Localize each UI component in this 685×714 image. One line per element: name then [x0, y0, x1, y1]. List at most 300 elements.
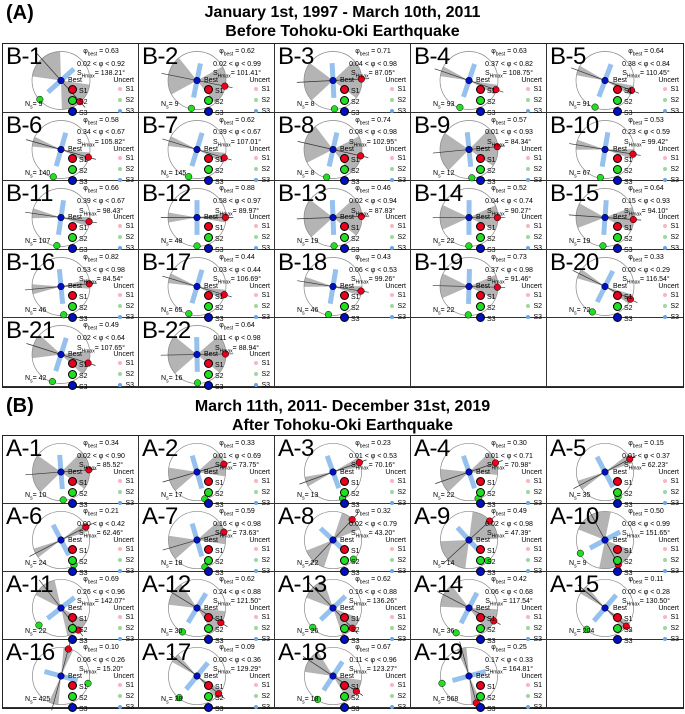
- cell-id: B-2: [142, 44, 178, 70]
- phi-max: 0.67: [247, 129, 261, 136]
- phi-best: 0.44: [241, 254, 255, 261]
- stats: $\varphi_{best} = 0.52$ 0.04 < φ < 0.74 $S_{Hmax}= 90.27^\circ$: [476, 184, 542, 219]
- phi-min: 0.00: [622, 589, 636, 596]
- phi-min: 0.04: [349, 61, 363, 68]
- shmax: 15.20°: [103, 666, 123, 673]
- phi-max: 0.59: [656, 129, 670, 136]
- phi-best: 0.33: [650, 254, 664, 261]
- phi-max: 0.33: [519, 657, 533, 664]
- stereonet-cell: [411, 250, 547, 319]
- legend: Best Uncert S1 S1 S2 S2 S3 S3: [68, 604, 134, 646]
- legend: Best Uncert S1 S1 S2 S2 S3 S3: [476, 282, 542, 324]
- stats: $\varphi_{best} = 0.66$ 0.39 < φ < 0.67 $S_{Hmax}= 98.43^\circ$: [68, 184, 134, 219]
- panel-a-label: (A): [6, 2, 34, 25]
- ns-count: $N_s= 9$: [569, 560, 587, 569]
- phi-min: 0.53: [77, 267, 91, 274]
- ns-count: $N_s= 204$: [569, 628, 594, 637]
- stereonet-cell: [3, 436, 139, 504]
- phi-min: 0.16: [213, 521, 227, 528]
- ns-count: $N_s= 12$: [433, 170, 454, 179]
- stats: $\varphi_{best} = 0.34$ 0.02 < φ < 0.90 $S_{Hmax}= 85.52^\circ$: [68, 439, 134, 474]
- stereonet-cell: [3, 44, 139, 113]
- phi-max: 0.97: [247, 198, 261, 205]
- shmax: 117.54°: [509, 598, 533, 605]
- stats: $\varphi_{best} = 0.82$ 0.53 < φ < 0.98 $S_{Hmax}= 84.54^\circ$: [68, 253, 134, 288]
- shmax: 136.26°: [373, 598, 397, 605]
- legend: Best Uncert S1 S1 S2 S2 S3 S3: [340, 282, 406, 324]
- phi-min: 0.04: [485, 198, 499, 205]
- phi-max: 0.99: [247, 61, 261, 68]
- ns-count: $N_s= 10$: [25, 492, 46, 501]
- stereonet-cell: [139, 44, 275, 113]
- phi-best: 0.10: [105, 644, 119, 651]
- phi-min: 0.01: [622, 453, 636, 460]
- cell-id: A-13: [278, 572, 327, 598]
- cell-id: A-17: [142, 640, 191, 666]
- stereonet-cell: [411, 181, 547, 250]
- phi-best: 0.34: [105, 440, 119, 447]
- stats: $\varphi_{best} = 0.32$ 0.02 < φ < 0.79 $S_{Hmax}= 43.20^\circ$: [340, 507, 406, 542]
- stats: $\varphi_{best} = 0.49$ 0.02 < φ < 0.64 $S_{Hmax}= 107.65^\circ$: [68, 321, 134, 356]
- legend: Best Uncert S1 S1 S2 S2 S3 S3: [476, 76, 542, 118]
- shmax: 94.10°: [648, 208, 668, 215]
- legend: Best Uncert S1 S1 S2 S2 S3 S3: [613, 536, 679, 578]
- stats: $\varphi_{best} = 0.53$ 0.23 < φ < 0.59 $S_{Hmax}= 99.42^\circ$: [613, 116, 679, 151]
- phi-max: 0.98: [519, 267, 533, 274]
- phi-best: 0.64: [650, 48, 664, 55]
- phi-best: 0.73: [513, 254, 527, 261]
- shmax: 70.16°: [375, 462, 395, 469]
- ns-count: $N_s= 18$: [297, 696, 318, 705]
- phi-max: 0.84: [656, 61, 670, 68]
- phi-best: 0.50: [650, 508, 664, 515]
- stereonet-cell: [139, 250, 275, 319]
- stereonet-cell: [3, 640, 139, 708]
- panel-a-title: January 1st, 1997 - March 10th, 2011 Before Tohoku-Oki Earthquake: [0, 3, 685, 41]
- ns-count: $N_s= 30$: [161, 628, 182, 637]
- panel-b-label: (B): [6, 395, 34, 418]
- stereonet-cell: [275, 504, 411, 572]
- phi-min: 0.24: [213, 589, 227, 596]
- shmax: 47.39°: [511, 530, 531, 537]
- stereonet-cell: [3, 113, 139, 182]
- legend: Best Uncert S1 S1 S2 S2 S3 S3: [476, 468, 542, 510]
- shmax: 107.65°: [101, 345, 125, 352]
- phi-min: 0.38: [622, 61, 636, 68]
- phi-max: 0.94: [383, 198, 397, 205]
- stats: $\varphi_{best} = 0.46$ 0.02 < φ < 0.94 $S_{Hmax}= 87.83^\circ$: [340, 184, 406, 219]
- legend: Best Uncert S1 S1 S2 S2 S3 S3: [204, 536, 270, 578]
- phi-min: 0.02: [213, 61, 227, 68]
- ns-count: $N_s= 19$: [297, 238, 318, 247]
- phi-min: 0.39: [77, 198, 91, 205]
- ns-count: $N_s= 9$: [25, 101, 43, 110]
- shmax: 98.43°: [103, 208, 123, 215]
- phi-min: 0.02: [349, 521, 363, 528]
- ns-count: $N_s= 48$: [161, 238, 182, 247]
- cell-id: B-22: [142, 318, 191, 344]
- phi-max: 0.64: [111, 335, 125, 342]
- shmax: 101.41°: [237, 70, 261, 77]
- phi-best: 0.59: [241, 508, 255, 515]
- shmax: 138.21°: [101, 70, 125, 77]
- phi-min: 0.17: [485, 657, 499, 664]
- stereonet-cell: [139, 436, 275, 504]
- phi-min: 0.02: [77, 61, 91, 68]
- phi-max: 0.29: [656, 267, 670, 274]
- phi-max: 0.96: [383, 657, 397, 664]
- phi-best: 0.49: [513, 508, 527, 515]
- phi-best: 0.53: [650, 117, 664, 124]
- ns-count: $N_s= 568$: [433, 696, 458, 705]
- legend: Best Uncert S1 S1 S2 S2 S3 S3: [340, 536, 406, 578]
- phi-max: 0.42: [111, 521, 125, 528]
- legend: Best Uncert S1 S1 S2 S2 S3 S3: [613, 604, 679, 646]
- legend: Best Uncert S1 S1 S2 S2 S3 S3: [340, 468, 406, 510]
- cell-id: A-2: [142, 436, 178, 462]
- phi-best: 0.49: [105, 322, 119, 329]
- ns-count: $N_s= 140$: [25, 170, 50, 179]
- stereonet-cell: [411, 318, 547, 387]
- phi-best: 0.71: [377, 48, 391, 55]
- stereonet-cell: [547, 113, 683, 182]
- phi-max: 0.98: [383, 61, 397, 68]
- legend: Best Uncert S1 S1 S2 S2 S3 S3: [68, 76, 134, 118]
- cell-id: A-9: [414, 504, 450, 530]
- legend: Best Uncert S1 S1 S2 S2 S3 S3: [68, 536, 134, 578]
- phi-best: 0.64: [241, 322, 255, 329]
- shmax: 87.83°: [375, 208, 395, 215]
- stats: $\varphi_{best} = 0.15$ 0.01 < φ < 0.37 $S_{Hmax}= 62.23^\circ$: [613, 439, 679, 474]
- cell-id: A-3: [278, 436, 314, 462]
- stereonet-cell: [547, 44, 683, 113]
- stereonet-cell: [139, 181, 275, 250]
- shmax: 116.54°: [646, 276, 670, 283]
- stereonet-cell: [411, 504, 547, 572]
- phi-min: 0.01: [485, 129, 499, 136]
- phi-max: 0.82: [519, 61, 533, 68]
- phi-max: 0.98: [383, 129, 397, 136]
- stats: $\varphi_{best} = 0.42$ 0.06 < φ < 0.68 $S_{Hmax}= 117.54^\circ$: [476, 575, 542, 610]
- phi-best: 0.63: [513, 48, 527, 55]
- stats: $\varphi_{best} = 0.62$ 0.39 < φ < 0.67 $S_{Hmax}= 107.01^\circ$: [204, 116, 270, 151]
- shmax: 121.50°: [237, 598, 261, 605]
- stats: $\varphi_{best} = 0.09$ 0.00 < φ < 0.36 $S_{Hmax}= 129.29^\circ$: [204, 643, 270, 678]
- stats: $\varphi_{best} = 0.23$ 0.01 < φ < 0.53 $S_{Hmax}= 70.16^\circ$: [340, 439, 406, 474]
- legend: Best Uncert S1 S1 S2 S2 S3 S3: [613, 468, 679, 510]
- shmax: 62.23°: [648, 462, 668, 469]
- stereonet-cell: [275, 436, 411, 504]
- stats: $\varphi_{best} = 0.30$ 0.01 < φ < 0.71 $S_{Hmax}= 70.98^\circ$: [476, 439, 542, 474]
- stereonet-cell: [139, 504, 275, 572]
- shmax: 102.95°: [373, 139, 397, 146]
- phi-best: 0.62: [241, 48, 255, 55]
- stereonet-cell: [411, 572, 547, 640]
- phi-min: 0.58: [213, 198, 227, 205]
- ns-count: $N_s= 13$: [297, 492, 318, 501]
- cell-id: A-5: [550, 436, 586, 462]
- stats: $\varphi_{best} = 0.62$ 0.02 < φ < 0.99 $S_{Hmax}= 101.41^\circ$: [204, 47, 270, 82]
- cell-id: B-12: [142, 181, 191, 207]
- shmax: 107.01°: [237, 139, 261, 146]
- legend: Best Uncert S1 S1 S2 S2 S3 S3: [68, 350, 134, 392]
- phi-min: 0.02: [485, 521, 499, 528]
- phi-max: 0.37: [656, 453, 670, 460]
- stereonet-cell: [547, 250, 683, 319]
- ns-count: $N_s= 93$: [433, 101, 454, 110]
- stats: $\varphi_{best} = 0.44$ 0.03 < φ < 0.44 $S_{Hmax}= 106.69^\circ$: [204, 253, 270, 288]
- stats: $\varphi_{best} = 0.64$ 0.15 < φ < 0.93 $S_{Hmax}= 94.10^\circ$: [613, 184, 679, 219]
- ns-count: $N_s= 9$: [161, 101, 179, 110]
- cell-id: A-11: [6, 572, 53, 598]
- cell-id: A-18: [278, 640, 327, 666]
- phi-min: 0.06: [77, 657, 91, 664]
- phi-min: 0.06: [349, 267, 363, 274]
- ns-count: $N_s= 8$: [297, 170, 315, 179]
- stats: $\varphi_{best} = 0.33$ 0.00 < φ < 0.29 $S_{Hmax}= 116.54^\circ$: [613, 253, 679, 288]
- shmax: 106.69°: [237, 276, 261, 283]
- stereonet-cell: [547, 572, 683, 640]
- shmax: 84.34°: [511, 139, 531, 146]
- phi-min: 0.34: [77, 129, 91, 136]
- phi-best: 0.43: [377, 254, 391, 261]
- stereonet-cell: [411, 44, 547, 113]
- ns-count: $N_s= 22$: [25, 628, 46, 637]
- phi-max: 0.92: [111, 61, 125, 68]
- phi-min: 0.08: [622, 521, 636, 528]
- phi-best: 0.62: [241, 576, 255, 583]
- shmax: 73.75°: [239, 462, 259, 469]
- ns-count: $N_s= 22$: [433, 492, 454, 501]
- stats: $\varphi_{best} = 0.59$ 0.16 < φ < 0.98 $S_{Hmax}= 73.63^\circ$: [204, 507, 270, 542]
- ns-count: $N_s= 36$: [433, 628, 454, 637]
- stats: $\varphi_{best} = 0.67$ 0.11 < φ < 0.96 $S_{Hmax}= 123.27^\circ$: [340, 643, 406, 678]
- cell-id: A-8: [278, 504, 314, 530]
- shmax: 84.54°: [103, 276, 123, 283]
- legend: Best Uncert S1 S1 S2 S2 S3 S3: [204, 468, 270, 510]
- phi-min: 0.06: [485, 589, 499, 596]
- stereonet-cell: [547, 436, 683, 504]
- stereonet-cell: [139, 640, 275, 708]
- shmax: 130.50°: [646, 598, 670, 605]
- phi-best: 0.32: [377, 508, 391, 515]
- shmax: 129.29°: [237, 666, 261, 673]
- phi-max: 0.74: [519, 198, 533, 205]
- legend: Best Uncert S1 S1 S2 S2 S3 S3: [204, 350, 270, 392]
- cell-id: B-7: [142, 113, 178, 139]
- ns-count: $N_s= 35$: [569, 492, 590, 501]
- cell-id: A-1: [6, 436, 42, 462]
- phi-max: 0.98: [519, 521, 533, 528]
- phi-min: 0.01: [213, 453, 227, 460]
- shmax: 91.46°: [511, 276, 531, 283]
- phi-max: 0.98: [247, 335, 261, 342]
- shmax: 70.98°: [511, 462, 531, 469]
- cell-id: B-10: [550, 113, 599, 139]
- cell-id: A-6: [6, 504, 42, 530]
- ns-count: $N_s= 24$: [25, 560, 46, 569]
- stats: $\varphi_{best} = 0.11$ 0.00 < φ < 0.28 $S_{Hmax}= 130.50^\circ$: [613, 575, 679, 610]
- legend: Best Uncert S1 S1 S2 S2 S3 S3: [476, 672, 542, 714]
- cell-id: B-18: [278, 250, 327, 276]
- ns-count: $N_s= 72$: [569, 307, 590, 316]
- shmax: 73.63°: [239, 530, 259, 537]
- ns-count: $N_s= 145$: [161, 170, 186, 179]
- shmax: 108.75°: [509, 70, 533, 77]
- legend: Best Uncert S1 S1 S2 S2 S3 S3: [476, 536, 542, 578]
- phi-min: 0.11: [213, 335, 226, 342]
- stats: $\varphi_{best} = 0.10$ 0.06 < φ < 0.26 $S_{Hmax}= 15.20^\circ$: [68, 643, 134, 678]
- stats: $\varphi_{best} = 0.25$ 0.17 < φ < 0.33 $S_{Hmax}= 164.81^\circ$: [476, 643, 542, 678]
- ns-count: $N_s= 46$: [25, 307, 46, 316]
- shmax: 105.82°: [101, 139, 125, 146]
- phi-min: 0.00: [213, 657, 227, 664]
- stereonet-cell: [411, 640, 547, 708]
- phi-best: 0.62: [377, 576, 391, 583]
- phi-max: 0.44: [247, 267, 261, 274]
- legend: Best Uncert S1 S1 S2 S2 S3 S3: [340, 76, 406, 118]
- stereonet-cell: [411, 113, 547, 182]
- cell-id: B-9: [414, 113, 450, 139]
- cell-id: B-6: [6, 113, 42, 139]
- phi-max: 0.53: [383, 453, 397, 460]
- stats: $\varphi_{best} = 0.33$ 0.01 < φ < 0.69 $S_{Hmax}= 73.75^\circ$: [204, 439, 270, 474]
- legend: Best Uncert S1 S1 S2 S2 S3 S3: [476, 145, 542, 187]
- phi-min: 0.03: [213, 267, 227, 274]
- phi-max: 0.99: [656, 521, 670, 528]
- cell-id: A-16: [6, 640, 55, 666]
- phi-best: 0.30: [513, 440, 527, 447]
- phi-max: 0.96: [111, 589, 125, 596]
- legend: Best Uncert S1 S1 S2 S2 S3 S3: [476, 213, 542, 255]
- legend: Best Uncert S1 S1 S2 S2 S3 S3: [204, 604, 270, 646]
- phi-best: 0.66: [105, 185, 119, 192]
- phi-best: 0.09: [241, 644, 255, 651]
- legend: Best Uncert S1 S1 S2 S2 S3 S3: [68, 672, 134, 714]
- legend: Best Uncert S1 S1 S2 S2 S3 S3: [613, 145, 679, 187]
- cell-id: B-17: [142, 250, 191, 276]
- stereonet-cell: [411, 436, 547, 504]
- after-grid: [2, 435, 684, 709]
- phi-best: 0.25: [513, 644, 527, 651]
- phi-best: 0.15: [650, 440, 664, 447]
- shmax: 151.65°: [646, 530, 670, 537]
- cell-id: B-4: [414, 44, 450, 70]
- panel-b-title: March 11th, 2011- December 31st, 2019 After Tohoku-Oki Earthquake: [0, 397, 685, 435]
- shmax: 43.20°: [375, 530, 395, 537]
- legend: Best Uncert S1 S1 S2 S2 S3 S3: [613, 282, 679, 324]
- phi-max: 0.79: [383, 521, 397, 528]
- phi-max: 0.71: [519, 453, 533, 460]
- phi-best: 0.46: [377, 185, 391, 192]
- phi-min: 0.11: [349, 657, 362, 664]
- stats: $\varphi_{best} = 0.63$ 0.37 < φ < 0.82 $S_{Hmax}= 108.75^\circ$: [476, 47, 542, 82]
- ns-count: $N_s= 67$: [569, 170, 590, 179]
- ns-count: $N_s= 425$: [25, 696, 50, 705]
- stereonet-cell: [275, 113, 411, 182]
- phi-max: 0.88: [247, 589, 261, 596]
- ns-count: $N_s= 22$: [297, 560, 318, 569]
- legend: Best Uncert S1 S1 S2 S2 S3 S3: [204, 672, 270, 714]
- phi-best: 0.88: [241, 185, 255, 192]
- legend: Best Uncert S1 S1 S2 S2 S3 S3: [204, 282, 270, 324]
- phi-min: 0.15: [622, 198, 636, 205]
- phi-best: 0.11: [650, 576, 663, 583]
- cell-id: B-11: [6, 181, 53, 207]
- stats: $\varphi_{best} = 0.43$ 0.06 < φ < 0.53 $S_{Hmax}= 99.26^\circ$: [340, 253, 406, 288]
- stats: $\varphi_{best} = 0.64$ 0.38 < φ < 0.84 $S_{Hmax}= 110.45^\circ$: [613, 47, 679, 82]
- phi-min: 0.37: [485, 267, 499, 274]
- shmax: 99.42°: [648, 139, 668, 146]
- phi-best: 0.62: [241, 117, 255, 124]
- phi-best: 0.33: [241, 440, 255, 447]
- ns-count: $N_s= 8$: [297, 101, 315, 110]
- stereonet-cell: [275, 572, 411, 640]
- stereonet-cell: [3, 504, 139, 572]
- stats: $\varphi_{best} = 0.63$ 0.02 < φ < 0.92 $S_{Hmax}= 138.21^\circ$: [68, 47, 134, 82]
- ns-count: $N_s= 26$: [297, 628, 318, 637]
- cell-id: A-19: [414, 640, 463, 666]
- stereonet-cell: [3, 250, 139, 319]
- stats: $\varphi_{best} = 0.69$ 0.26 < φ < 0.96 $S_{Hmax}= 142.07^\circ$: [68, 575, 134, 610]
- shmax: 110.45°: [646, 70, 670, 77]
- legend: Best Uncert S1 S1 S2 S2 S3 S3: [204, 145, 270, 187]
- ns-count: $N_s= 17$: [161, 492, 182, 501]
- phi-max: 0.67: [111, 129, 125, 136]
- stereonet-cell: [139, 572, 275, 640]
- legend: Best Uncert S1 S1 S2 S2 S3 S3: [68, 213, 134, 255]
- phi-min: 0.37: [485, 61, 499, 68]
- shmax: 90.27°: [511, 208, 531, 215]
- phi-max: 0.36: [247, 657, 261, 664]
- stereonet-cell: [139, 318, 275, 387]
- ns-count: $N_s= 65$: [161, 307, 182, 316]
- stats: $\varphi_{best} = 0.50$ 0.08 < φ < 0.99 $S_{Hmax}= 151.65^\circ$: [613, 507, 679, 542]
- cell-id: A-7: [142, 504, 178, 530]
- stats: $\varphi_{best} = 0.88$ 0.58 < φ < 0.97 $S_{Hmax}= 89.97^\circ$: [204, 184, 270, 219]
- shmax: 142.07°: [101, 598, 125, 605]
- cell-id: B-1: [6, 44, 42, 70]
- ns-count: $N_s= 42$: [25, 375, 46, 384]
- phi-min: 0.01: [485, 453, 499, 460]
- before-grid: [2, 43, 684, 388]
- phi-max: 0.53: [383, 267, 397, 274]
- cell-id: B-21: [6, 318, 55, 344]
- phi-min: 0.01: [349, 453, 363, 460]
- phi-best: 0.23: [377, 440, 391, 447]
- phi-min: 0.02: [77, 453, 91, 460]
- shmax: 123.27°: [373, 666, 397, 673]
- cell-id: B-16: [6, 250, 55, 276]
- legend: Best Uncert S1 S1 S2 S2 S3 S3: [68, 282, 134, 324]
- cell-id: B-8: [278, 113, 314, 139]
- cell-id: A-14: [414, 572, 463, 598]
- ns-count: $N_s= 38$: [161, 696, 182, 705]
- phi-best: 0.82: [105, 254, 119, 261]
- stats: $\varphi_{best} = 0.57$ 0.01 < φ < 0.93 $S_{Hmax}= 84.34^\circ$: [476, 116, 542, 151]
- stats: $\varphi_{best} = 0.71$ 0.04 < φ < 0.98 $S_{Hmax}= 87.05^\circ$: [340, 47, 406, 82]
- stereonet-cell: [3, 572, 139, 640]
- shmax: 87.05°: [375, 70, 395, 77]
- phi-max: 0.90: [111, 453, 125, 460]
- stereonet-cell: [275, 640, 411, 708]
- phi-max: 0.98: [111, 267, 125, 274]
- phi-min: 0.02: [77, 335, 91, 342]
- phi-min: 0.02: [349, 198, 363, 205]
- ns-count: $N_s= 91$: [569, 101, 590, 110]
- phi-max: 0.28: [656, 589, 670, 596]
- phi-best: 0.64: [650, 185, 664, 192]
